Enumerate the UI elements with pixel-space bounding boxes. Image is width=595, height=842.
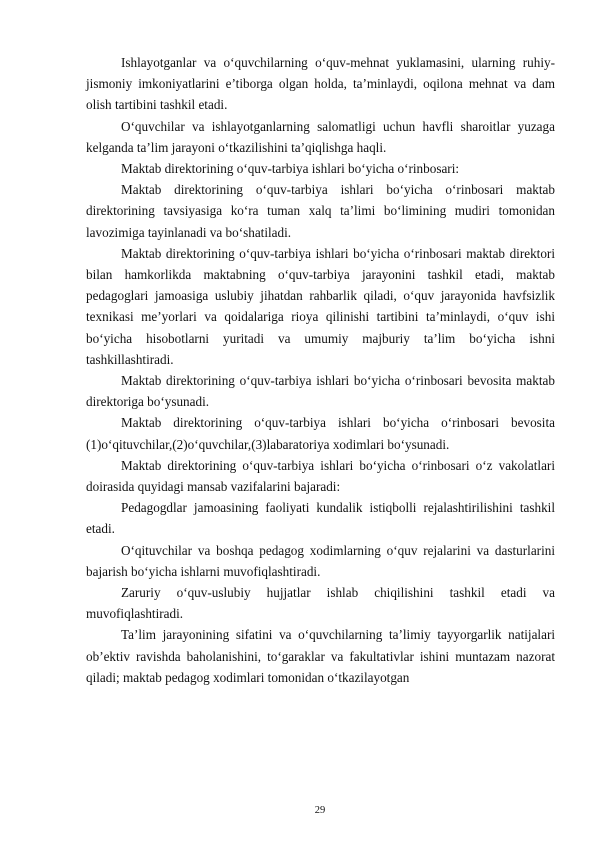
paragraph: Maktab direktorining o‘quv-tarbiya ishlari bo‘yicha o‘rinbosari maktab direktori bilan hamkorlikda maktabning o‘quv-tarbiya jarayonini tashkil etadi, maktab pedagoglari jamoasiga uslubiy jihatdan rahbarlik qiladi, o‘quv jarayonida havfsizlik texnikasi me’yorlari va qoidalariga rioya qilinishi tartibini ta’minlaydi, o‘quv ishi bo‘yicha hisobotlarni yuritadi va umumiy majburiy ta’lim bo‘yicha ishni tashkillashtiradi. xyxy=(86,245,555,367)
paragraph: O‘quvchilar va ishlayotganlarning salomatligi uchun havfli sharoitlar yuzaga kelganda ta’lim jarayoni o‘tkazilishini ta’qiqlishga haqli. xyxy=(86,118,555,155)
paragraph: Zaruriy o‘quv-uslubiy hujjatlar ishlab chiqilishini tashkil etadi va muvofiqlashtiradi. xyxy=(86,585,555,622)
paragraph: Ta’lim jarayonining sifatini va o‘quvchilarning ta’limiy tayyorgarlik natijalari ob’ektiv ravishda baholanishini, to‘garaklar va fakultativlar ishini muntazam nazorat qiladi; maktab pedagog xodimlari tomonidan o‘tkazilayotgan xyxy=(86,627,555,685)
page-number: 29 xyxy=(314,805,326,816)
paragraph: O‘qituvchilar va boshqa pedagog xodimlarning o‘quv rejalarini va dasturlarini bajarish bo‘yicha ishlarni muvofiqlashtiradi. xyxy=(86,542,555,579)
paragraph: Maktab direktorining o‘quv-tarbiya ishlari bo‘yicha o‘rinbosari bevosita maktab direktoriga bo‘ysunadi. xyxy=(86,373,555,410)
paragraph: Pedagogdlar jamoasining faoliyati kundalik istiqbolli rejalashtirilishini tashkil etadi. xyxy=(86,500,555,537)
document-body xyxy=(86,52,555,688)
paragraph: Maktab direktorining o‘quv-tarbiya ishlari bo‘yicha o‘rinbosari: xyxy=(121,161,460,177)
paragraph: Ishlayotganlar va o‘quvchilarning o‘quv-mehnat yuklamasini, ularning ruhiy-jismoniy imkoniyatlarini e’tiborga olgan holda, ta’minlaydi, oqilona mehnat va dam olish tartibini tashkil etadi. xyxy=(86,55,555,113)
paragraph: Maktab direktorining o‘quv-tarbiya ishlari bo‘yicha o‘rinbosari bevosita (1)o‘qituvchilar,(2)o‘quvchilar,(3)labaratoriya xodimlari bo‘ysunadi. xyxy=(86,415,555,452)
paragraph: Maktab direktorining o‘quv-tarbiya ishlari bo‘yicha o‘rinbosari maktab direktorining tavsiyasiga ko‘ra tuman xalq ta’limi bo‘limining mudiri tomonidan lavozimiga tayinlanadi va bo‘shatiladi. xyxy=(86,182,555,240)
paragraph: Maktab direktorining o‘quv-tarbiya ishlari bo‘yicha o‘rinbosari o‘z vakolatlari doirasida quyidagi mansab vazifalarini bajaradi: xyxy=(86,457,555,495)
